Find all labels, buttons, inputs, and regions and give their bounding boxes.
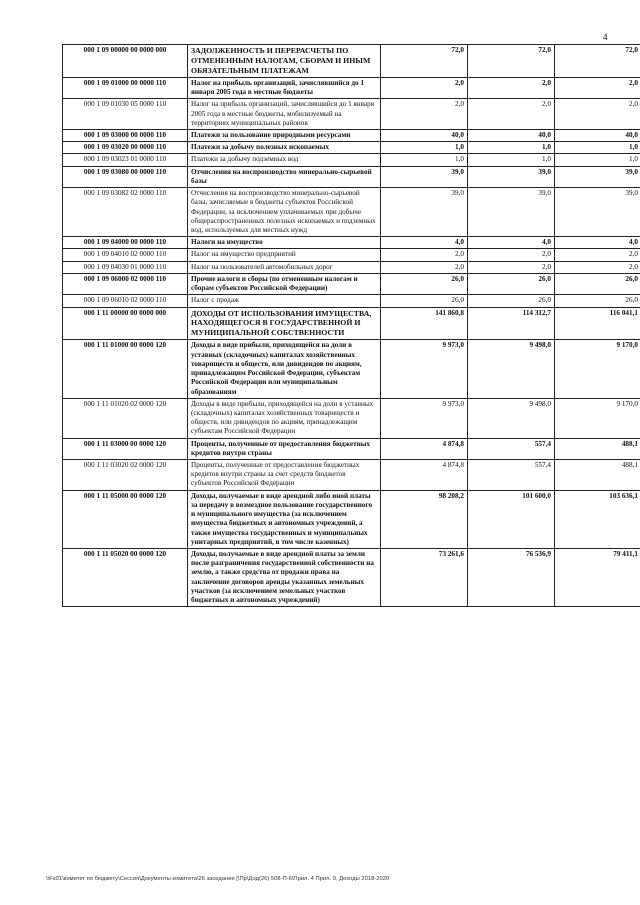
amount-2020-cell: 2,0 [555, 249, 640, 261]
revenue-name-cell: Платежи за добычу подземных вод [188, 154, 381, 166]
amount-2020-cell: 40,0 [555, 130, 640, 142]
revenue-name-cell: Платежи за добычу полезных ископаемых [188, 142, 381, 154]
revenue-name-cell: Отчисления на воспроизводство минерально-сырьевой базы [188, 166, 381, 187]
table-row [63, 237, 640, 249]
table-row [63, 549, 640, 607]
amount-2020-cell: 9 170,0 [555, 340, 640, 398]
budget-code-cell: 000 1 11 05000 00 0000 120 [63, 490, 188, 548]
table-row [63, 307, 640, 340]
amount-2020-cell: 9 170,0 [555, 398, 640, 438]
revenue-name-cell: Проценты, полученные от предоставления бюджетных кредитов внутри страны [188, 438, 381, 459]
amount-2020-cell: 1,0 [555, 142, 640, 154]
amount-2020-cell: 103 636,1 [555, 490, 640, 548]
revenue-name-cell: Налог на прибыль организаций, зачислявшийся до 1 января 2005 года в местные бюджеты, мобилизуемый на территориях муниципальных районов [188, 99, 381, 130]
amount-2018-cell: 39,0 [381, 166, 468, 187]
table-row [63, 295, 640, 307]
table-row [63, 249, 640, 261]
amount-2020-cell: 488,1 [555, 460, 640, 491]
revenue-name-cell: Налог на пользователей автомобильных дорог [188, 261, 381, 273]
amount-2019-cell: 39,0 [468, 188, 555, 237]
table-row [63, 99, 640, 130]
amount-2020-cell: 4,0 [555, 237, 640, 249]
budget-code-cell: 000 1 09 06010 02 0000 110 [63, 295, 188, 307]
amount-2020-cell: 488,1 [555, 438, 640, 459]
revenue-name-cell: Платежи за пользование природными ресурсами [188, 130, 381, 142]
table-row [63, 166, 640, 187]
amount-2020-cell: 2,0 [555, 261, 640, 273]
budget-code-cell: 000 1 11 01000 00 0000 120 [63, 340, 188, 398]
budget-code-cell: 000 1 09 03000 00 0000 110 [63, 130, 188, 142]
amount-2019-cell: 9 498,0 [468, 398, 555, 438]
amount-2018-cell: 40,0 [381, 130, 468, 142]
amount-2019-cell: 2,0 [468, 77, 555, 98]
amount-2019-cell: 76 536,9 [468, 549, 555, 607]
revenue-name-cell: Доходы в виде прибыли, приходящейся на доли в уставных (складочных) капиталах хозяйственных товариществ и обществ, или дивидендов по акциям, принадлежащим Российской Федерации, субъектам Российской Федерации или муниципальным образованиям [188, 340, 381, 398]
amount-2018-cell: 72,0 [381, 45, 468, 78]
revenue-name-cell: Доходы в виде прибыли, приходящейся на доли в уставных (складочных) капиталах хозяйственных товариществ и обществ, или дивидендов по акциям, принадлежащим субъектам Российской Федерации [188, 398, 381, 438]
amount-2018-cell: 39,0 [381, 188, 468, 237]
budget-code-cell: 000 1 09 04030 01 0000 110 [63, 261, 188, 273]
amount-2019-cell: 557,4 [468, 438, 555, 459]
amount-2018-cell: 2,0 [381, 249, 468, 261]
amount-2020-cell: 39,0 [555, 166, 640, 187]
table-row [63, 460, 640, 491]
amount-2018-cell: 4,0 [381, 237, 468, 249]
budget-code-cell: 000 1 09 03023 01 0000 110 [63, 154, 188, 166]
budget-code-cell: 000 1 09 03080 00 0000 110 [63, 166, 188, 187]
amount-2020-cell: 39,0 [555, 188, 640, 237]
revenue-name-cell: Доходы, получаемые в виде арендной либо иной платы за передачу в возмездное пользование государственного и муниципального имущества (за исключением имущества бюджетных и автономных учреждений, а также имущества государственных и муниципальных унитарных предприятий, в том числе казенных) [188, 490, 381, 548]
amount-2018-cell: 9 973,0 [381, 340, 468, 398]
budget-code-cell: 000 1 11 00000 00 0000 000 [63, 307, 188, 340]
table-row [63, 77, 640, 98]
amount-2019-cell: 2,0 [468, 99, 555, 130]
amount-2019-cell: 39,0 [468, 166, 555, 187]
amount-2019-cell: 4,0 [468, 237, 555, 249]
amount-2019-cell: 1,0 [468, 154, 555, 166]
table-row [63, 273, 640, 294]
amount-2018-cell: 1,0 [381, 142, 468, 154]
amount-2019-cell: 2,0 [468, 249, 555, 261]
revenue-name-cell: ЗАДОЛЖЕННОСТЬ И ПЕРЕРАСЧЕТЫ ПО ОТМЕНЕННЫМ НАЛОГАМ, СБОРАМ И ИНЫМ ОБЯЗАТЕЛЬНЫМ ПЛАТЕЖАМ [188, 45, 381, 78]
budget-code-cell: 000 1 09 01000 00 0000 110 [63, 77, 188, 98]
amount-2018-cell: 1,0 [381, 154, 468, 166]
amount-2020-cell: 26,0 [555, 295, 640, 307]
table-row [63, 130, 640, 142]
table-row [63, 142, 640, 154]
revenue-name-cell: Отчисления на воспроизводство минерально-сырьевой базы, зачисляемые в бюджеты субъектов Российской Федерации, за исключением уплачиваемых при добыче общераспространенных полезных ископаемых и подземных вод, используемых для местных нужд [188, 188, 381, 237]
amount-2019-cell: 40,0 [468, 130, 555, 142]
revenue-name-cell: ДОХОДЫ ОТ ИСПОЛЬЗОВАНИЯ ИМУЩЕСТВА, НАХОДЯЩЕГОСЯ В ГОСУДАРСТВЕННОЙ И МУНИЦИПАЛЬНОЙ СОБСТВЕННОСТИ [188, 307, 381, 340]
table-row [63, 438, 640, 459]
budget-code-cell: 000 1 09 04010 02 0000 110 [63, 249, 188, 261]
table-row [63, 398, 640, 438]
footer-file-path: \\Fs01\комитет по бюджету\Сессия\Документы комитета\26 заседание [\Пр\Дод(26) 508-П-6\Прил. 4 Прил. 9. Доходы 2018-2020 [46, 876, 390, 882]
amount-2020-cell: 79 411,1 [555, 549, 640, 607]
amount-2019-cell: 72,0 [468, 45, 555, 78]
budget-code-cell: 000 1 09 03082 02 0000 110 [63, 188, 188, 237]
amount-2018-cell: 98 208,2 [381, 490, 468, 548]
amount-2018-cell: 26,0 [381, 295, 468, 307]
amount-2018-cell: 2,0 [381, 77, 468, 98]
revenue-name-cell: Налог на прибыль организаций, зачислявшийся до 1 января 2005 года в местные бюджеты [188, 77, 381, 98]
revenue-name-cell: Налоги на имущество [188, 237, 381, 249]
budget-code-cell: 000 1 09 06000 02 0000 110 [63, 273, 188, 294]
revenue-name-cell: Налог на имущество предприятий [188, 249, 381, 261]
amount-2018-cell: 141 860,8 [381, 307, 468, 340]
amount-2019-cell: 9 498,0 [468, 340, 555, 398]
amount-2020-cell: 2,0 [555, 99, 640, 130]
budget-code-cell: 000 1 11 01020 02 0000 120 [63, 398, 188, 438]
budget-code-cell: 000 1 09 04000 00 0000 110 [63, 237, 188, 249]
amount-2018-cell: 4 874,8 [381, 460, 468, 491]
amount-2019-cell: 2,0 [468, 261, 555, 273]
budget-code-cell: 000 1 09 01030 05 0000 110 [63, 99, 188, 130]
revenue-name-cell: Налог с продаж [188, 295, 381, 307]
table-row [63, 188, 640, 237]
amount-2020-cell: 26,0 [555, 273, 640, 294]
table-row [63, 261, 640, 273]
page-mark: 4 [603, 32, 608, 42]
amount-2018-cell: 4 874,8 [381, 438, 468, 459]
amount-2019-cell: 114 312,7 [468, 307, 555, 340]
budget-code-cell: 000 1 09 00000 00 0000 000 [63, 45, 188, 78]
amount-2018-cell: 2,0 [381, 99, 468, 130]
amount-2019-cell: 1,0 [468, 142, 555, 154]
amount-2018-cell: 9 973,0 [381, 398, 468, 438]
revenue-name-cell: Проценты, полученные от предоставления бюджетных кредитов внутри страны за счет средств бюджетов субъектов Российской Федерации [188, 460, 381, 491]
amount-2020-cell: 2,0 [555, 77, 640, 98]
amount-2020-cell: 1,0 [555, 154, 640, 166]
revenue-name-cell: Прочие налоги и сборы (по отмененным налогам и сборам субъектов Российской Федерации) [188, 273, 381, 294]
amount-2019-cell: 26,0 [468, 273, 555, 294]
table-row [63, 490, 640, 548]
budget-code-cell: 000 1 09 03020 00 0000 110 [63, 142, 188, 154]
budget-code-cell: 000 1 11 03000 00 0000 120 [63, 438, 188, 459]
amount-2019-cell: 557,4 [468, 460, 555, 491]
amount-2020-cell: 72,0 [555, 45, 640, 78]
amount-2020-cell: 116 041,1 [555, 307, 640, 340]
table-row [63, 45, 640, 78]
table-row [63, 340, 640, 398]
revenue-name-cell: Доходы, получаемые в виде арендной платы за земли после разграничения государственной собственности на землю, а также средства от продажи права на заключение договоров аренды указанных земельных участков (за исключением земельных участков бюджетных и автономных учреждений) [188, 549, 381, 607]
amount-2018-cell: 73 261,6 [381, 549, 468, 607]
amount-2019-cell: 26,0 [468, 295, 555, 307]
table-row [63, 154, 640, 166]
amount-2018-cell: 26,0 [381, 273, 468, 294]
revenue-table [62, 44, 640, 607]
amount-2018-cell: 2,0 [381, 261, 468, 273]
amount-2019-cell: 101 600,0 [468, 490, 555, 548]
budget-code-cell: 000 1 11 05020 00 0000 120 [63, 549, 188, 607]
budget-code-cell: 000 1 11 03020 02 0000 120 [63, 460, 188, 491]
